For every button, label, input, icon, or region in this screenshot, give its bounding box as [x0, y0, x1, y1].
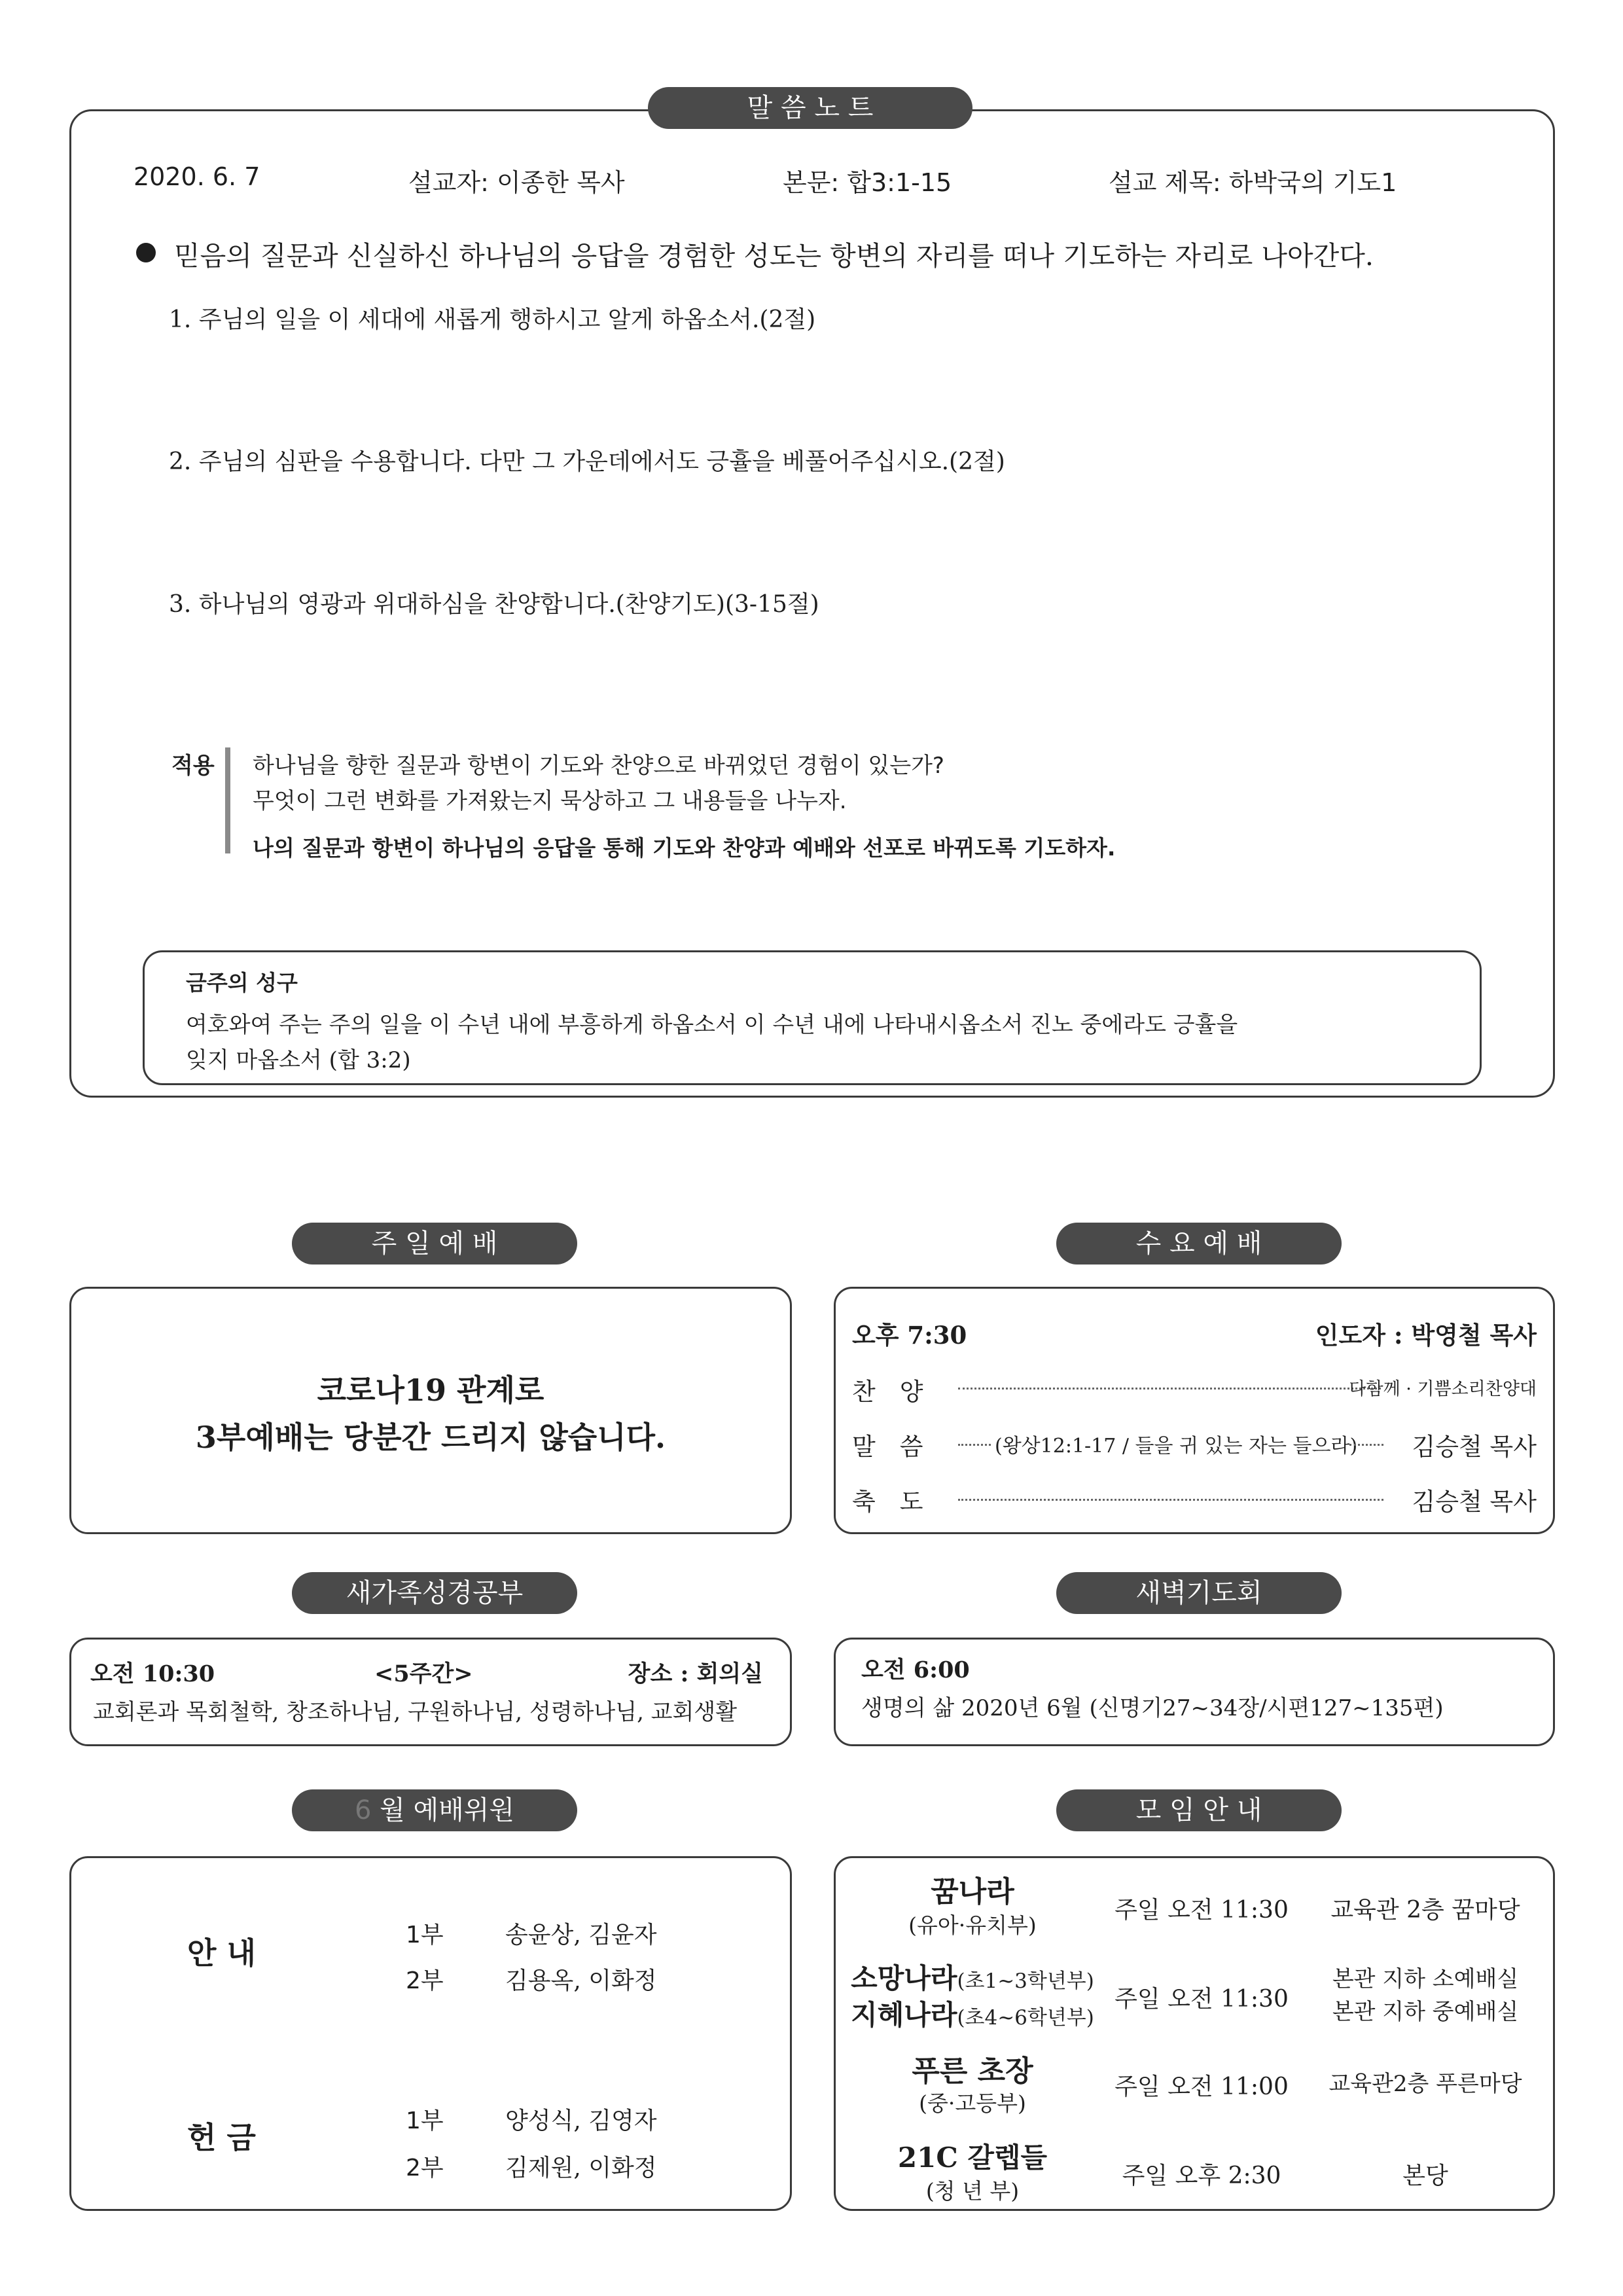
meeting-sub-3: (중·고등부) [919, 2090, 1026, 2116]
wed-row-value-hymn: 다함께 · 기쁨소리찬양대 [1349, 1379, 1537, 1399]
sermon-note-heading: 말 씀 노 트 [648, 87, 972, 129]
usher-label: 안 내 [187, 1935, 256, 1971]
wed-row-value-benediction: 김승철 목사 [1412, 1488, 1537, 1516]
meeting-place-4: 본당 [1402, 2162, 1448, 2189]
usher-names-1: 송윤상, 김윤자 [505, 1922, 657, 1948]
meeting-name-2b [848, 1994, 1097, 2033]
meeting-place-1: 교육관 2층 꿈마당 [1330, 1897, 1520, 1924]
bullet-icon [136, 243, 156, 262]
meeting-name-3: 푸른 초장 [912, 2054, 1033, 2088]
meeting-time-4: 주일 오후 2:30 [1122, 2162, 1281, 2189]
meeting-place-3: 교육관2층 푸른마당 [1329, 2071, 1522, 2097]
point-1: 1. 주님의 일을 이 세대에 새롭게 행하시고 알게 하옵소서.(2절) [169, 306, 816, 333]
family-bible-study-heading: 새가족성경공부 [292, 1572, 577, 1614]
dotted-leader [1349, 1444, 1383, 1446]
application-line-3: 나의 질문과 항변이 하나님의 응답을 통해 기도와 찬양과 예배와 선포로 바뀌도록 기도하자. [253, 835, 1116, 861]
study-duration: <5주간> [374, 1660, 473, 1687]
application-line-1: 하나님을 향한 질문과 항변이 기도와 찬양으로 바뀌었던 경험이 있는가? [253, 753, 944, 779]
meeting-name-2b-main: 지혜나라 [851, 1999, 957, 2031]
heading-rest: 월 예배위원 [380, 1795, 515, 1825]
dawn-text: 생명의 삶 2020년 6월 (신명기27~34장/시편127~135편) [861, 1695, 1444, 1721]
sermon-title: 설교 제목: 하박국의 기도1 [1109, 168, 1397, 197]
wed-row-label-hymn: 찬 양 [852, 1378, 923, 1406]
point-3: 3. 하나님의 영광과 위대하심을 찬양합니다.(찬양기도)(3-15절) [169, 591, 819, 618]
meeting-sub-1: (유아·유치부) [908, 1912, 1037, 1938]
meeting-name-2 [848, 1957, 1097, 1996]
sunday-service-heading: 주 일 예 배 [292, 1223, 577, 1265]
wed-row-value-sermon: 김승철 목사 [1412, 1433, 1537, 1461]
offering-part-1: 1부 [406, 2108, 444, 2134]
dotted-leader [958, 1444, 991, 1446]
meeting-sub-4: (청 년 부) [925, 2178, 1020, 2204]
application-label: 적용 [171, 753, 215, 779]
sunday-notice-line-2: 3부예배는 당분간 드리지 않습니다. [195, 1420, 666, 1455]
dotted-leader [958, 1388, 1381, 1390]
application-line-2: 무엇이 그런 변화를 가져왔는지 묵상하고 그 내용들을 나누자. [253, 788, 847, 814]
meeting-name-2-sub: (초1~3학년부) [957, 1969, 1094, 1993]
meeting-time-2: 주일 오전 11:30 [1115, 1986, 1289, 2013]
wednesday-time: 오후 7:30 [852, 1321, 967, 1350]
memory-verse-line-2: 잊지 마옵소서 (합 3:2) [186, 1047, 411, 1073]
offering-part-2: 2부 [406, 2155, 444, 2181]
sermon-passage: 본문: 합3:1-15 [783, 168, 952, 197]
meetings-heading: 모 임 안 내 [1056, 1789, 1342, 1831]
meeting-time-1: 주일 오전 11:30 [1115, 1897, 1289, 1924]
sermon-preacher: 설교자: 이종한 목사 [408, 168, 625, 197]
main-point: 믿음의 질문과 신실하신 하나님의 응답을 경험한 성도는 항변의 자리를 떠나 기도하는 자리로 나아간다. [174, 240, 1374, 272]
wednesday-leader: 인도자 : 박영철 목사 [1315, 1321, 1537, 1350]
family-bible-study-box [69, 1638, 792, 1746]
usher-names-2: 김용옥, 이화정 [505, 1967, 657, 1994]
sunday-notice-line-1: 코로나19 관계로 [317, 1372, 544, 1408]
heading-month: 6 [354, 1795, 372, 1825]
study-topics: 교회론과 목회철학, 창조하나님, 구원하나님, 성령하나님, 교회생활 [93, 1699, 738, 1725]
memory-verse-label: 금주의 성구 [186, 970, 298, 996]
meeting-place-2b: 본관 지하 중예배실 [1332, 1999, 1519, 2025]
offering-label: 헌 금 [187, 2120, 256, 2155]
wed-row-label-sermon: 말 씀 [852, 1433, 923, 1461]
memory-verse-line-1: 여호와여 주는 주의 일을 이 수년 내에 부흥하게 하옵소서 이 수년 내에 나타내시옵소서 진노 중에라도 긍휼을 [186, 1012, 1238, 1038]
study-place: 장소 : 회의실 [628, 1660, 763, 1687]
sunday-service-box [69, 1287, 792, 1534]
dawn-prayer-heading: 새벽기도회 [1056, 1572, 1342, 1614]
meeting-name-2-main: 소망나라 [851, 1962, 957, 1994]
wednesday-service-heading: 수 요 예 배 [1056, 1223, 1342, 1265]
meeting-name-4: 21C 갈렙들 [897, 2142, 1048, 2174]
dotted-leader [958, 1499, 1383, 1501]
meeting-name-1: 꿈나라 [931, 1875, 1014, 1909]
application-divider [225, 747, 230, 853]
usher-part-1: 1부 [406, 1922, 444, 1948]
usher-part-2: 2부 [406, 1967, 444, 1994]
wed-row-mid-sermon: (왕상12:1-17 / 들을 귀 있는 자는 들으라) [995, 1435, 1358, 1458]
meeting-time-3: 주일 오전 11:00 [1115, 2073, 1289, 2100]
meeting-name-2b-sub: (초4~6학년부) [957, 2006, 1094, 2030]
point-2: 2. 주님의 심판을 수용합니다. 다만 그 가운데에서도 긍휼을 베풀어주십시오.(2절) [169, 448, 1005, 475]
sermon-date: 2020. 6. 7 [134, 162, 260, 191]
service-members-heading [292, 1789, 577, 1831]
dawn-time: 오전 6:00 [861, 1657, 970, 1683]
offering-names-2: 김제원, 이화정 [505, 2155, 657, 2181]
study-time: 오전 10:30 [90, 1660, 215, 1687]
offering-names-1: 양성식, 김영자 [505, 2108, 657, 2134]
meeting-place-2: 본관 지하 소예배실 [1332, 1966, 1519, 1992]
wed-row-label-benediction: 축 도 [852, 1488, 923, 1516]
